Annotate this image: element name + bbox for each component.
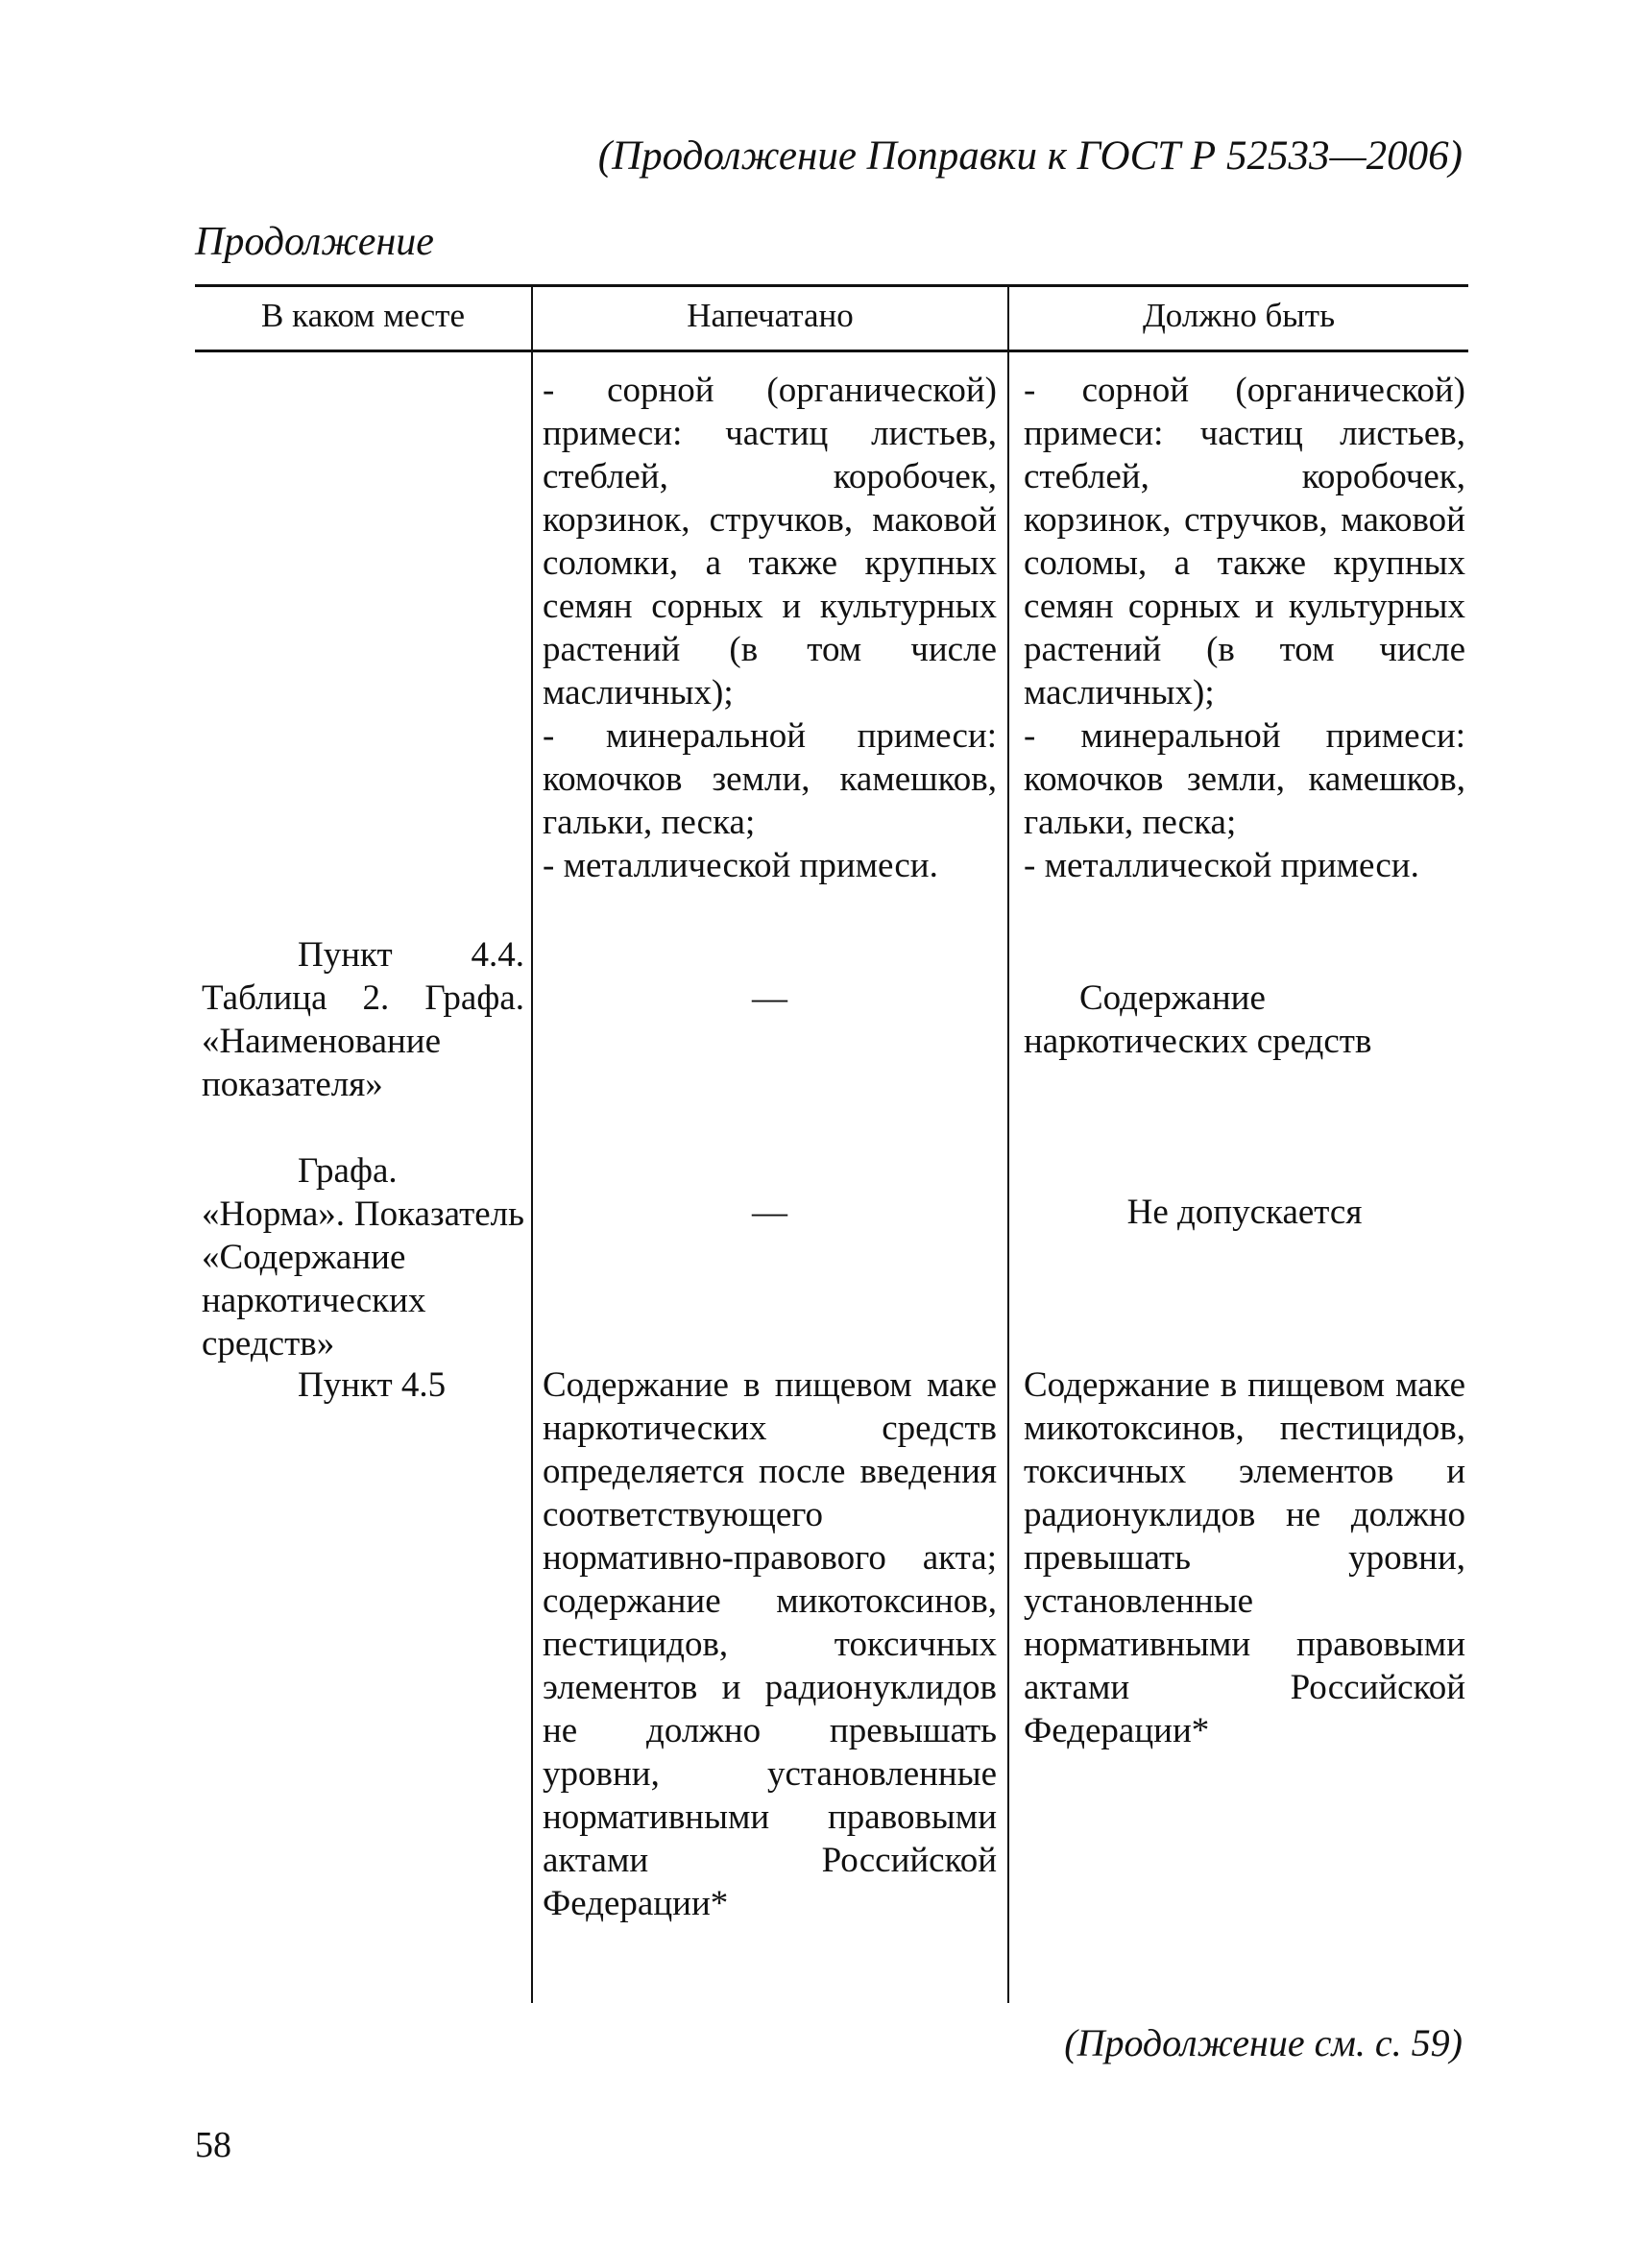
row-2-printed: — [752,978,787,1018]
page-number: 58 [195,2125,231,2165]
row-2-should-be: Содержание наркотических средств [1024,978,1372,1061]
row-3-should-be: Не допускается [1126,1193,1363,1232]
row-4-place: Пункт 4.5 [298,1365,447,1405]
row-4-printed: Содержание в пищевом маке наркотических средств определяется после введения соответствующего нормативно-правового акта; содержание микотоксинов, пестицидов, токсичных элементов и радионуклидов не должно превышать уровни, установленные нормативными правовыми актами Российской Федерации* [543,1365,997,1923]
row-3-printed: — [752,1193,787,1232]
row-3-place: Графа. «Норма». Показатель «Содержание наркотических средств» [202,1151,524,1363]
column-header-printed: Напечатано [687,297,854,334]
column-header-place: В каком месте [261,297,465,334]
column-divider-2 [1007,284,1009,2003]
row-4-should-be: Содержание в пищевом маке микотоксинов, пестицидов, токсичных элементов и радионуклидов не должно превышать уровни, установленные нормативными правовыми актами Российской Федерации* [1024,1365,1465,1750]
running-title: (Продолжение Поправки к ГОСТ Р 52533—2006) [597,133,1463,179]
row-1-should-be: - сорной (органической) примеси: частиц листьев, стеблей, коробочек, корзинок, стручков, маковой соломы, а также крупных семян сорных и культурных растений (в том числе масличных); - минеральной примеси: комочков земли, камешков, гальки, песка; - металлической примеси. [1024,371,1465,885]
column-header-should-be: Должно быть [1142,297,1336,334]
continuation-note: (Продолжение см. с. 59) [1064,2021,1463,2064]
row-2-place: Пункт 4.4. Таблица 2. Графа. «Наименование показателя» [202,935,524,1104]
table-top-rule [195,284,1468,287]
table-header-rule [195,350,1468,352]
column-divider-1 [531,284,533,2003]
row-1-printed: - сорной (органической) примеси: частиц листьев, стеблей, коробочек, корзинок, стручков, маковой соломки, а также крупных семян сорных и культурных растений (в том числе масличных); - минеральной примеси: комочков земли, камешков, гальки, песка; - металлической примеси. [543,371,997,885]
table-caption: Продолжение [195,220,434,264]
